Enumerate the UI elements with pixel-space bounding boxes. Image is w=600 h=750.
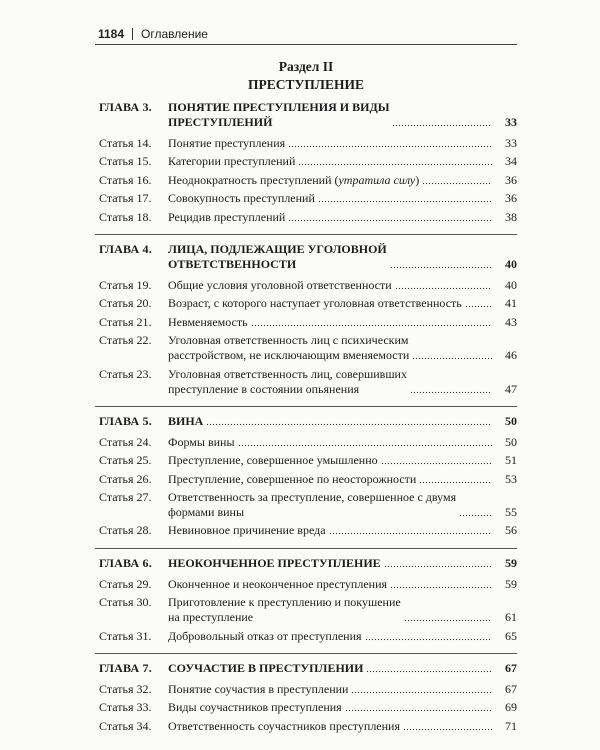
article-page: 41 — [505, 296, 517, 311]
article-page: 56 — [505, 523, 517, 538]
article-entry[interactable] — [95, 210, 517, 225]
dot-leaders — [298, 154, 492, 166]
dot-leaders — [390, 257, 492, 269]
article-label: Статья 24. — [99, 434, 152, 449]
article-title-text: Добровольный отказ от преступления — [168, 628, 362, 643]
dot-leaders — [410, 382, 492, 394]
article-title — [168, 453, 378, 468]
article-page: 61 — [505, 610, 517, 625]
article-label: Статья 30. — [99, 595, 152, 610]
article-page: 65 — [505, 628, 517, 643]
article-title-wrap — [168, 629, 495, 644]
article-title-wrap — [168, 154, 495, 169]
chapter-title-last: ПРЕСТУПЛЕНИЙ — [168, 115, 273, 129]
dot-leaders — [318, 191, 492, 203]
dot-leaders — [390, 577, 492, 589]
chapter-title-last: ОТВЕТСТВЕННОСТИ — [168, 256, 297, 271]
chapter-title — [168, 242, 387, 272]
article-title-tail: ) — [415, 172, 420, 187]
article-label: Статья 34. — [99, 718, 152, 733]
article-label: Статья 23. — [99, 366, 152, 381]
chapter-block — [95, 100, 517, 235]
article-title-text: Неоднократность преступлений ( — [168, 172, 339, 187]
article-title-wrap — [168, 490, 495, 520]
article-label: Статья 16. — [99, 172, 152, 187]
chapter-page: 50 — [505, 413, 517, 428]
article-label: Статья 31. — [99, 628, 152, 643]
chapter-label: ГЛАВА 4. — [99, 241, 152, 256]
dot-leaders — [384, 556, 492, 568]
article-title — [168, 523, 326, 538]
article-title-line1: Уголовная ответственность лиц, совершивших — [168, 366, 407, 381]
article-title — [168, 629, 362, 644]
article-title-line1: Уголовная ответственность лиц с психическим — [168, 333, 409, 348]
chapter-entry[interactable] — [95, 100, 517, 130]
article-title-wrap — [168, 278, 495, 293]
article-title-text: Оконченное и неоконченное преступления — [168, 576, 388, 591]
article-page: 69 — [505, 700, 517, 715]
article-entry[interactable] — [95, 154, 517, 169]
dot-leaders — [288, 136, 492, 148]
article-title — [168, 191, 315, 206]
article-page: 50 — [505, 434, 517, 449]
article-title-text: Понятие соучастия в преступлении — [168, 682, 349, 697]
article-page: 40 — [505, 277, 517, 292]
article-label: Статья 29. — [99, 576, 152, 591]
dot-leaders — [392, 115, 492, 127]
article-title — [168, 472, 416, 487]
article-title-wrap — [168, 296, 495, 311]
article-entry[interactable] — [95, 315, 517, 330]
article-title-wrap — [168, 136, 495, 151]
article-label: Статья 28. — [99, 523, 152, 538]
article-title — [168, 154, 295, 169]
article-page: 46 — [505, 348, 517, 363]
header-rule — [95, 44, 517, 45]
article-page: 51 — [505, 453, 517, 468]
chapter-page: 59 — [505, 555, 517, 570]
article-title-text: Ответственность соучастников преступления — [168, 718, 400, 733]
article-title-wrap — [168, 333, 495, 363]
article-title-wrap — [168, 191, 495, 206]
article-title-wrap — [168, 682, 495, 697]
dot-leaders — [329, 523, 492, 535]
article-entry[interactable] — [95, 453, 517, 468]
article-title — [168, 719, 400, 734]
article-title — [168, 682, 348, 697]
chapter-entry[interactable] — [95, 242, 517, 272]
article-title-text: преступление в состоянии опьянения — [168, 381, 360, 396]
article-title-wrap — [168, 523, 495, 538]
article-title-wrap — [168, 472, 495, 487]
article-page: 53 — [505, 471, 517, 486]
chapter-page: 33 — [505, 115, 517, 129]
article-title — [168, 333, 409, 363]
article-title-text: Понятие преступления — [168, 136, 286, 150]
article-entry[interactable] — [95, 333, 517, 363]
article-entry[interactable] — [95, 700, 517, 715]
chapter-entry[interactable] — [95, 414, 517, 429]
dot-leaders — [403, 719, 492, 731]
article-entry[interactable] — [95, 191, 517, 206]
article-label: Статья 14. — [99, 136, 152, 150]
article-title-wrap — [168, 367, 495, 397]
article-title — [168, 296, 462, 311]
dot-leaders — [345, 700, 492, 712]
article-title — [168, 278, 392, 293]
dot-leaders — [238, 435, 492, 447]
article-title-wrap — [168, 315, 495, 330]
chapter-label: ГЛАВА 5. — [99, 413, 152, 428]
article-entry[interactable] — [95, 367, 517, 397]
article-title-text: Возраст, с которого наступает уголовная ответственность — [168, 296, 462, 311]
chapter-title-wrap — [168, 242, 495, 272]
article-label: Статья 33. — [99, 700, 152, 715]
part-heading — [95, 58, 517, 94]
chapter-title-line1: ЛИЦА, ПОДЛЕЖАЩИЕ УГОЛОВНОЙ — [168, 241, 387, 256]
article-entry[interactable] — [95, 472, 517, 487]
chapter-block — [95, 242, 517, 407]
article-title — [168, 210, 285, 225]
chapter-block — [95, 414, 517, 549]
article-title — [168, 173, 419, 188]
article-label: Статья 18. — [99, 209, 152, 224]
running-head-section: Оглавление — [141, 27, 208, 41]
article-title-line1: Ответственность за преступление, совершенное с двумя — [168, 490, 457, 505]
chapter-title-last: НЕОКОНЧЕННОЕ ПРЕСТУПЛЕНИЕ — [168, 555, 381, 570]
article-entry[interactable] — [95, 629, 517, 644]
chapter-block — [95, 556, 517, 654]
dot-leaders — [412, 348, 492, 360]
article-title-wrap — [168, 453, 495, 468]
article-title-text: Преступление, совершенное умышленно — [168, 453, 378, 468]
article-title — [168, 700, 342, 715]
dot-leaders — [381, 453, 492, 465]
article-title-text: Невиновное причинение вреда — [168, 523, 326, 538]
chapter-title — [168, 556, 381, 571]
article-page: 47 — [505, 381, 517, 396]
dot-leaders — [366, 661, 492, 673]
article-page: 55 — [505, 505, 517, 520]
dot-leaders — [351, 682, 492, 694]
article-entry[interactable] — [95, 577, 517, 592]
chapter-block — [95, 661, 517, 743]
article-title-text: Преступление, совершенное по неосторожности — [168, 471, 417, 486]
page-number: 1184 — [98, 27, 125, 41]
article-entry[interactable] — [95, 490, 517, 520]
article-title-text: расстройством, не исключающим вменяемости — [168, 348, 410, 363]
article-page: 67 — [505, 682, 517, 697]
article-label: Статья 15. — [99, 154, 152, 169]
article-title — [168, 577, 387, 592]
article-title-wrap — [168, 700, 495, 715]
article-label: Статья 22. — [99, 333, 152, 348]
article-title-text: Формы вины — [168, 434, 235, 449]
article-title-wrap — [168, 595, 495, 625]
article-title — [168, 315, 248, 330]
article-entry[interactable] — [95, 278, 517, 293]
chapter-label: ГЛАВА 6. — [99, 555, 152, 570]
article-entry[interactable] — [95, 296, 517, 311]
chapter-entry[interactable] — [95, 556, 517, 571]
chapter-title-last: ВИНА — [168, 413, 204, 428]
article-entry[interactable] — [95, 719, 517, 734]
article-entry[interactable] — [95, 136, 517, 151]
article-title-line1: Приготовление к преступлению и покушение — [168, 595, 401, 610]
article-label: Статья 32. — [99, 682, 152, 697]
chapter-page: 67 — [505, 661, 517, 676]
article-label: Статья 17. — [99, 191, 152, 206]
chapter-title — [168, 414, 203, 429]
chapter-title-wrap — [168, 661, 495, 676]
article-label: Статья 26. — [99, 471, 152, 486]
chapter-title-wrap — [168, 556, 495, 571]
chapter-title — [168, 661, 363, 676]
article-entry[interactable] — [95, 173, 517, 188]
article-title-text: на преступление — [168, 610, 254, 625]
article-title-wrap — [168, 577, 495, 592]
chapter-page: 40 — [505, 256, 517, 271]
article-entry[interactable] — [95, 682, 517, 697]
article-title-text: Совокупность преступлений — [168, 191, 315, 206]
article-label: Статья 25. — [99, 453, 152, 468]
chapter-label: ГЛАВА 3. — [99, 100, 152, 114]
article-title-italic: утратила силу — [338, 172, 416, 187]
article-title — [168, 595, 401, 625]
chapter-title-line1: ПОНЯТИЕ ПРЕСТУПЛЕНИЯ И ВИДЫ — [168, 100, 390, 114]
part-label: Раздел II — [278, 59, 334, 74]
article-entry[interactable] — [95, 523, 517, 538]
dot-leaders — [459, 505, 492, 517]
dot-leaders — [422, 173, 492, 185]
dot-leaders — [288, 210, 492, 222]
article-title-wrap — [168, 719, 495, 734]
chapter-label: ГЛАВА 7. — [99, 661, 152, 676]
chapter-entry[interactable] — [95, 661, 517, 676]
article-page: 38 — [505, 209, 517, 224]
article-title-wrap — [168, 435, 495, 450]
header-separator — [132, 28, 133, 40]
dot-leaders — [365, 629, 492, 641]
article-entry[interactable] — [95, 595, 517, 625]
article-label: Статья 20. — [99, 296, 152, 311]
dot-leaders — [206, 414, 492, 426]
chapter-title-last: СОУЧАСТИЕ В ПРЕСТУПЛЕНИИ — [168, 661, 364, 676]
article-page: 36 — [505, 172, 517, 187]
table-of-contents — [95, 100, 517, 750]
article-title — [168, 367, 407, 397]
article-title — [168, 490, 456, 520]
article-page: 34 — [505, 154, 517, 169]
article-label: Статья 27. — [99, 490, 152, 505]
chapter-title-wrap — [168, 100, 495, 130]
article-title-wrap — [168, 173, 495, 188]
part-title: ПРЕСТУПЛЕНИЕ — [248, 77, 364, 92]
article-title — [168, 136, 285, 151]
article-title-text: Виды соучастников преступления — [168, 700, 342, 715]
article-page: 43 — [505, 314, 517, 329]
article-title-text: Рецидив преступлений — [168, 209, 286, 224]
article-title-wrap — [168, 210, 495, 225]
chapter-title-wrap — [168, 414, 495, 429]
running-head — [98, 27, 208, 41]
article-label: Статья 19. — [99, 277, 152, 292]
article-entry[interactable] — [95, 435, 517, 450]
article-page: 59 — [505, 576, 517, 591]
dot-leaders — [251, 315, 492, 327]
article-title-text: Категории преступлений — [168, 154, 296, 169]
article-label: Статья 21. — [99, 314, 152, 329]
article-title-text: формами вины — [168, 505, 245, 520]
dot-leaders — [419, 472, 492, 484]
article-title — [168, 435, 235, 450]
chapter-title — [168, 100, 389, 130]
article-title-text: Невменяемость — [168, 314, 248, 329]
dot-leaders — [395, 278, 492, 290]
dot-leaders — [404, 610, 492, 622]
article-page: 71 — [505, 718, 517, 733]
article-page: 36 — [505, 191, 517, 206]
article-title-text: Общие условия уголовной ответственности — [168, 277, 392, 292]
dot-leaders — [465, 296, 492, 308]
article-page: 33 — [505, 136, 517, 150]
